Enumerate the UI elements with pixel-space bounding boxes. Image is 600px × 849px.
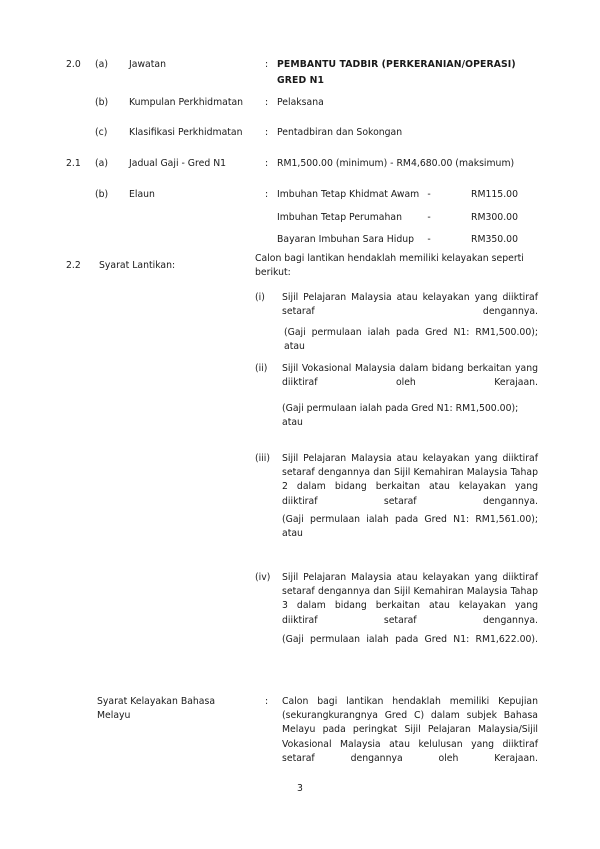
field-label-jadual-gaji: Jadual Gaji - Gred N1 xyxy=(129,158,227,169)
colon-separator: : xyxy=(265,97,269,108)
field-label-elaun: Elaun xyxy=(129,189,155,200)
allowance-amount: RM300.00 xyxy=(470,212,518,223)
allowance-dash: - xyxy=(427,189,431,200)
jawatan-title-line1: PEMBANTU TADBIR (PERKERANIAN/OPERASI) xyxy=(277,59,516,70)
list-marker-iii: (iii) xyxy=(255,453,271,464)
list-item-note-iii: (Gaji permulaan ialah pada Gred N1: RM1,561.00); atau xyxy=(282,514,538,540)
allowance-name: Imbuhan Tetap Perumahan xyxy=(277,212,402,223)
item-marker-2-1-b: (b) xyxy=(95,189,109,200)
colon-separator: : xyxy=(265,127,269,138)
field-label-klasifikasi-perkhidmatan: Klasifikasi Perkhidmatan xyxy=(129,127,243,138)
list-item-note-ii: (Gaji permulaan ialah pada Gred N1: RM1,500.00); atau xyxy=(282,403,519,429)
list-item-text-iv: Sijil Pelajaran Malaysia atau kelayakan yang diiktiraf setaraf dengannya dan Sijil Kemahiran Malaysia Tahap 3 dalam bidang berkaitan atau kelayakan yang diiktiraf setaraf dengannya. xyxy=(282,572,538,626)
field-label-jawatan: Jawatan xyxy=(129,59,166,70)
allowance-amount: RM350.00 xyxy=(470,234,518,245)
syarat-bahasa-label-line1: Syarat Kelayakan Bahasa xyxy=(97,696,216,707)
colon-separator: : xyxy=(265,59,269,70)
allowance-name: Imbuhan Tetap Khidmat Awam xyxy=(277,189,420,200)
colon-separator: : xyxy=(265,189,269,200)
item-marker-2-0-c: (c) xyxy=(95,127,108,138)
field-label-syarat-bahasa-melayu xyxy=(97,695,229,738)
section-number-2-1: 2.1 xyxy=(66,158,81,169)
page-number: 3 xyxy=(297,783,303,794)
list-item-note-iv: (Gaji permulaan ialah pada Gred N1: RM1,622.00). xyxy=(282,634,538,645)
jawatan-title-line2: GRED N1 xyxy=(277,74,325,86)
field-value-syarat-bahasa-melayu: Calon bagi lantikan hendaklah memiliki Kepujian (sekurangkurangnya Gred C) dalam subjek Bahasa Melayu pada peringkat Sijil Pelajaran Malaysia/Sijil Vokasional Malaysia atau kelulusan yang diiktiraf setaraf dengannya oleh Kerajaan. xyxy=(282,696,538,764)
syarat-bahasa-label-line2: Melayu xyxy=(97,710,131,722)
allowance-name: Bayaran Imbuhan Sara Hidup xyxy=(277,234,415,245)
item-marker-2-0-a: (a) xyxy=(95,59,108,70)
allowance-amount: RM115.00 xyxy=(470,189,518,200)
list-item-text-ii: Sijil Vokasional Malaysia dalam bidang berkaitan yang diiktiraf oleh Kerajaan. xyxy=(282,363,538,389)
field-value-jadual-gaji: RM1,500.00 (minimum) - RM4,680.00 (maksimum) xyxy=(277,158,515,169)
field-label-kumpulan-perkhidmatan: Kumpulan Perkhidmatan xyxy=(129,97,244,108)
allowance-dash: - xyxy=(427,234,431,245)
syarat-lantikan-intro: Calon bagi lantikan hendaklah memiliki kelayakan seperti berikut: xyxy=(255,253,524,279)
field-label-syarat-lantikan: Syarat Lantikan: xyxy=(99,260,176,271)
list-item-note-i: (Gaji permulaan ialah pada Gred N1: RM1,500.00); atau xyxy=(284,327,538,353)
allowance-dash: - xyxy=(427,212,431,223)
colon-separator: : xyxy=(265,696,269,707)
list-item-text-i: Sijil Pelajaran Malaysia atau kelayakan yang diiktiraf setaraf dengannya. xyxy=(282,292,538,318)
section-number-2-2: 2.2 xyxy=(66,260,81,271)
field-value-klasifikasi-perkhidmatan: Pentadbiran dan Sokongan xyxy=(277,127,403,138)
field-value-kumpulan-perkhidmatan: Pelaksana xyxy=(277,97,324,108)
colon-separator: : xyxy=(265,158,269,169)
list-marker-iv: (iv) xyxy=(255,572,271,583)
list-item-text-iii: Sijil Pelajaran Malaysia atau kelayakan yang diiktiraf setaraf dengannya dan Sijil Kemahiran Malaysia Tahap 2 dalam bidang berkaitan atau kelayakan yang diiktiraf setaraf dengannya. xyxy=(282,453,538,507)
item-marker-2-0-b: (b) xyxy=(95,97,109,108)
field-value-jawatan xyxy=(277,57,539,88)
list-marker-ii: (ii) xyxy=(255,363,268,374)
section-number-2-0: 2.0 xyxy=(66,59,81,70)
list-marker-i: (i) xyxy=(255,292,265,303)
item-marker-2-1-a: (a) xyxy=(95,158,108,169)
